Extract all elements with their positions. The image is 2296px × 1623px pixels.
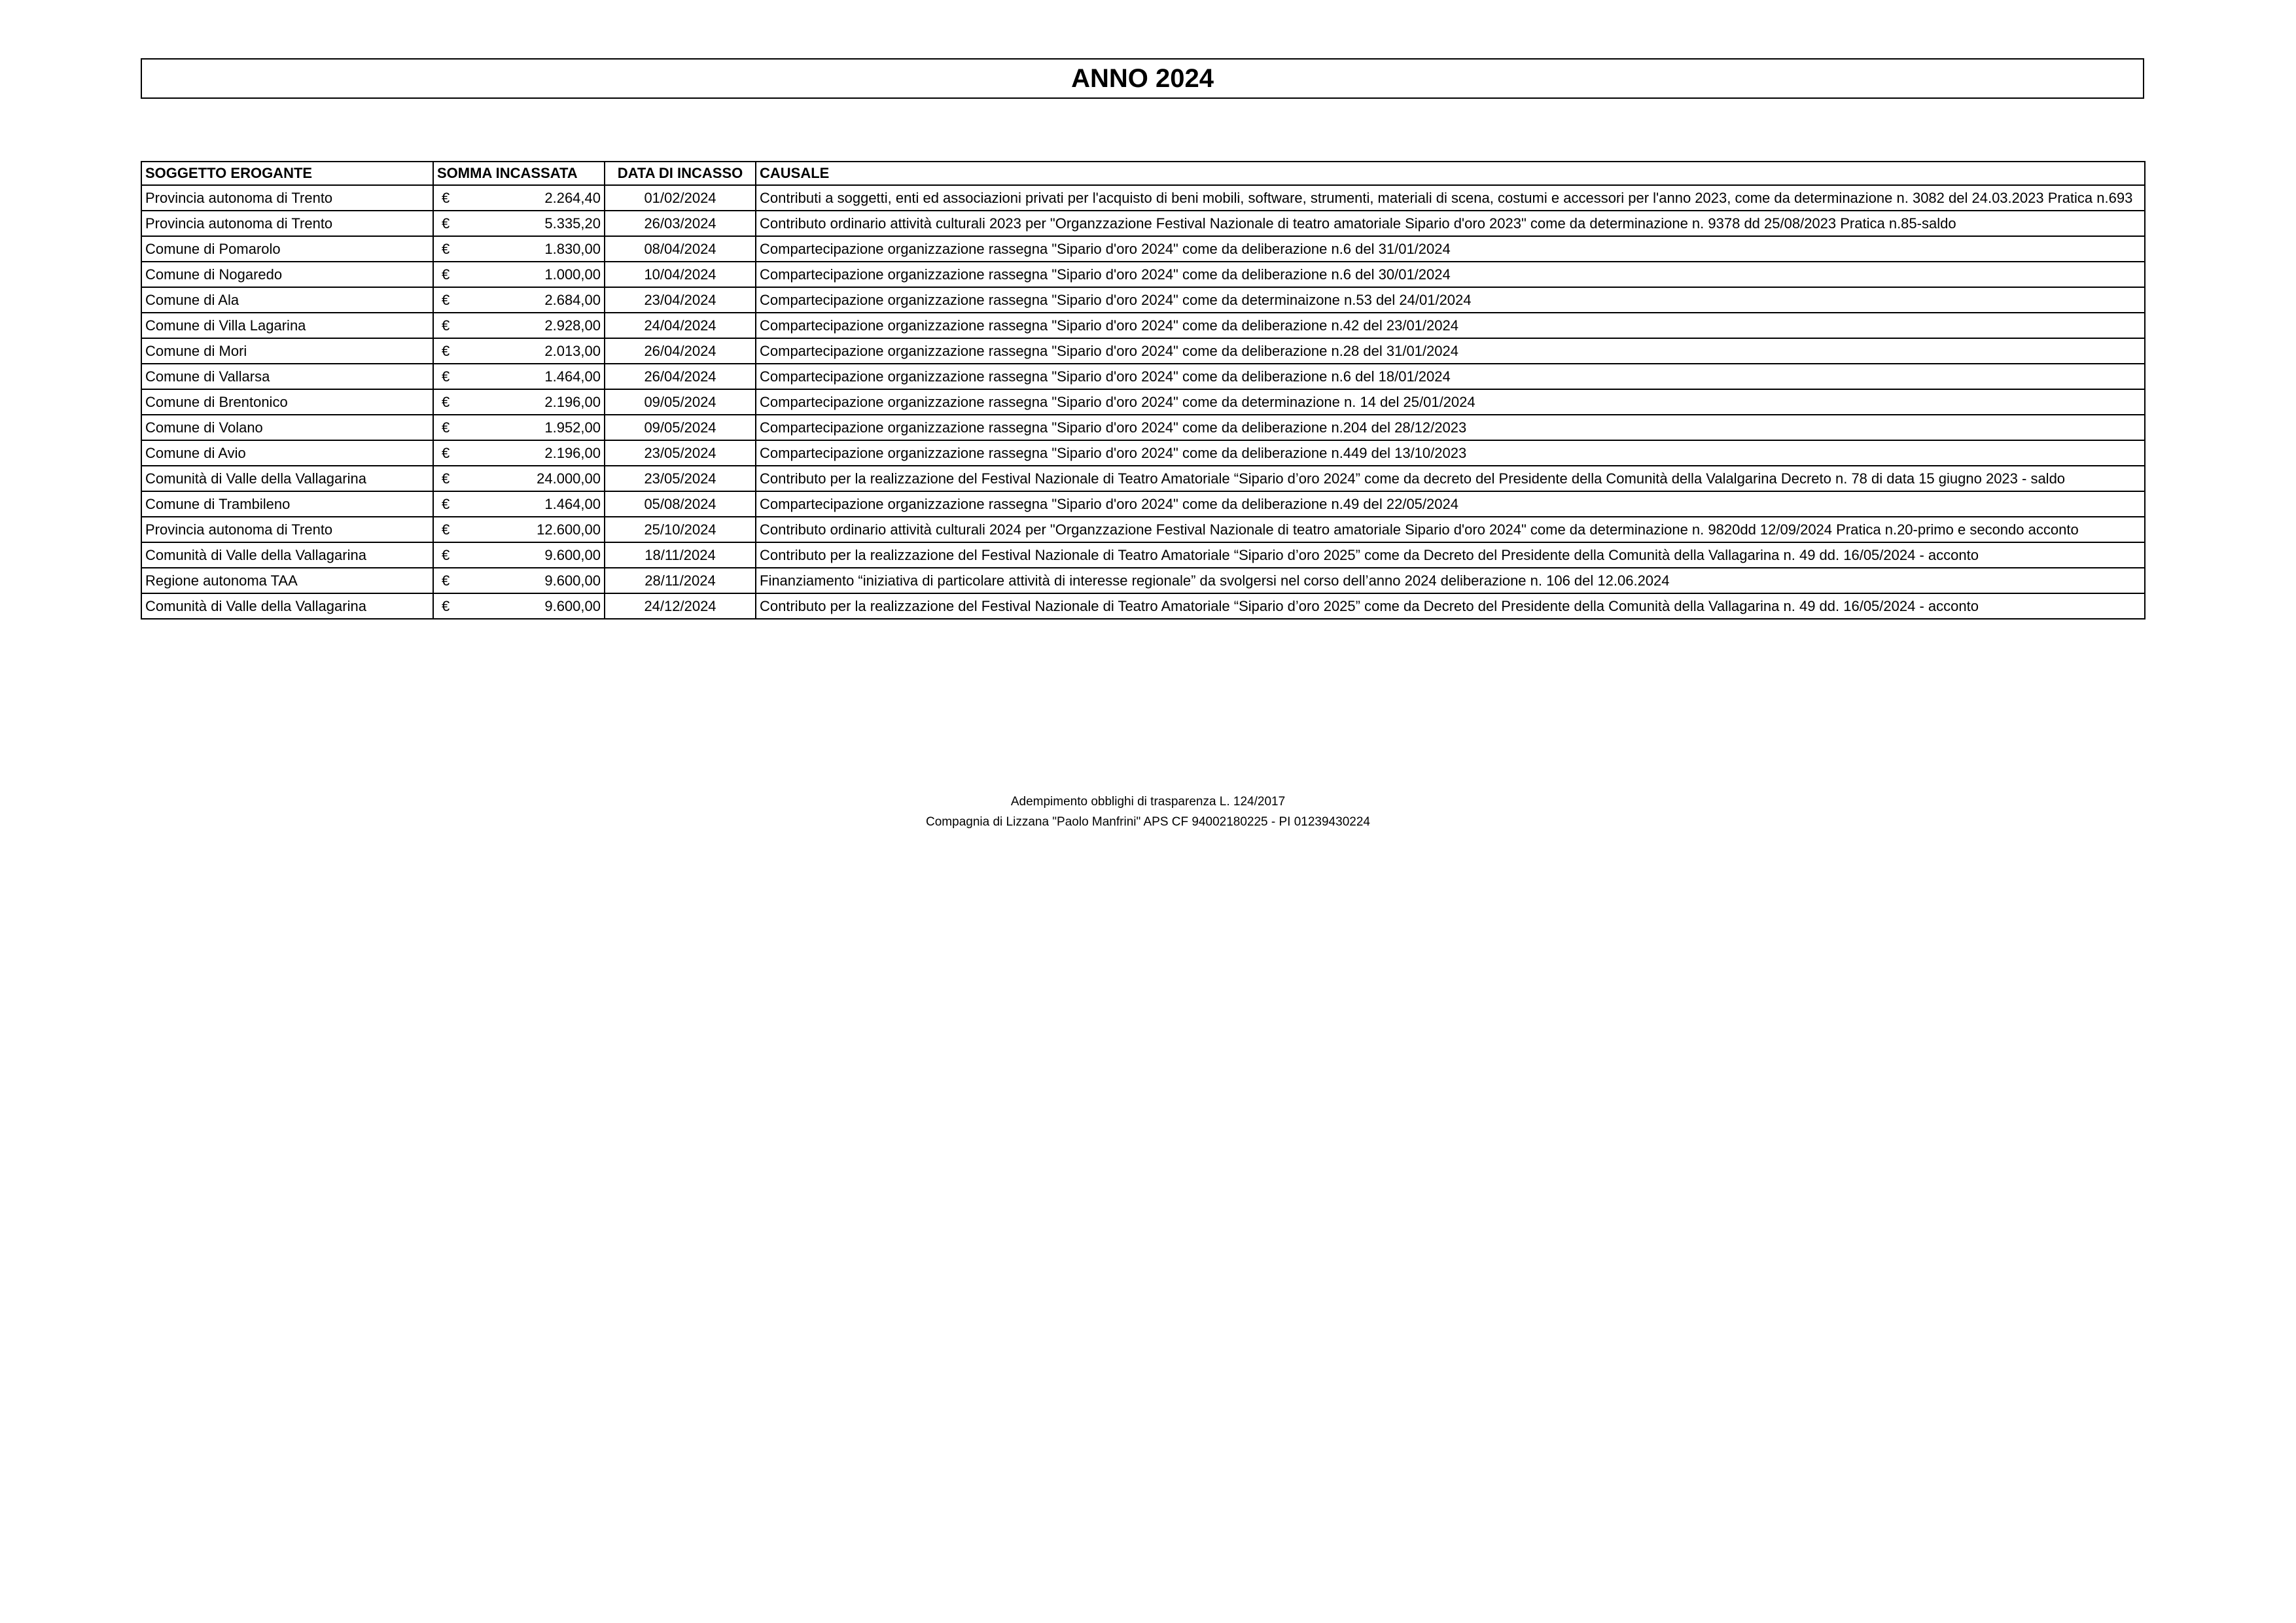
amount-value: 9.600,00 [544, 547, 601, 563]
table-row [141, 440, 2145, 466]
table-row [141, 211, 2145, 236]
cell-causale: Finanziamento “iniziativa di particolare attività di interesse regionale” da svolgersi nel corso dell’anno 2024 deliberazione n. 106 del 12.06.2024 [756, 568, 2145, 593]
cell-soggetto: Comune di Brentonico [141, 389, 433, 415]
currency-symbol: € [442, 266, 450, 283]
amount-value: 9.600,00 [544, 572, 601, 589]
cell-causale: Compartecipazione organizzazione rassegna "Sipario d'oro 2024" come da deliberazione n.42 del 23/01/2024 [756, 313, 2145, 338]
cell-causale: Contributi a soggetti, enti ed associazioni privati per l'acquisto di beni mobili, software, strumenti, materiali di scena, costumi e accessori per l'anno 2023, come da determinazione n. 3082 del 24.03.2023 Pratica n.693 [756, 185, 2145, 211]
amount-value: 2.264,40 [544, 190, 601, 206]
cell-data: 08/04/2024 [605, 236, 756, 262]
footer-company-info: Compagnia di Lizzana "Paolo Manfrini" APS CF 94002180225 - PI 01239430224 [926, 815, 1370, 829]
amount-value: 5.335,20 [544, 215, 601, 232]
amount-value: 2.928,00 [544, 317, 601, 334]
grants-table [141, 161, 2146, 620]
table-row [141, 236, 2145, 262]
cell-somma [433, 491, 605, 517]
cell-causale: Contributo ordinario attività culturali 2024 per "Organzzazione Festival Nazionale di teatro amatoriale Sipario d'oro 2024" come da determinazione n. 9820dd 12/09/2024 Pratica n.20-primo e secondo acconto [756, 517, 2145, 542]
currency-symbol: € [442, 241, 450, 257]
currency-symbol: € [442, 317, 450, 334]
currency-symbol: € [442, 521, 450, 538]
cell-data: 23/05/2024 [605, 440, 756, 466]
amount-value: 1.830,00 [544, 241, 601, 257]
cell-somma [433, 542, 605, 568]
cell-soggetto: Comune di Ala [141, 287, 433, 313]
header-causale: CAUSALE [756, 162, 2145, 185]
footer-transparency-note: Adempimento obblighi di trasparenza L. 124/2017 [1010, 795, 1286, 809]
cell-causale: Compartecipazione organizzazione rassegna "Sipario d'oro 2024" come da deliberazione n.204 del 28/12/2023 [756, 415, 2145, 440]
currency-symbol: € [442, 547, 450, 563]
table-row [141, 389, 2145, 415]
currency-symbol: € [442, 496, 450, 512]
cell-somma [433, 262, 605, 287]
cell-soggetto: Comunità di Valle della Vallagarina [141, 466, 433, 491]
cell-somma [433, 236, 605, 262]
table-row [141, 593, 2145, 619]
cell-somma [433, 517, 605, 542]
table-row [141, 568, 2145, 593]
cell-somma [433, 389, 605, 415]
cell-soggetto: Comune di Volano [141, 415, 433, 440]
header-data: DATA DI INCASSO [605, 162, 756, 185]
footer [0, 792, 2296, 832]
cell-somma [433, 593, 605, 619]
cell-somma [433, 364, 605, 389]
cell-somma [433, 440, 605, 466]
table-row [141, 313, 2145, 338]
cell-causale: Contributo per la realizzazione del Festival Nazionale di Teatro Amatoriale “Sipario d’oro 2024” come da decreto del Presidente della Comunità della Valalgarina Decreto n. 78 di data 15 giugno 2023 - saldo [756, 466, 2145, 491]
cell-data: 24/04/2024 [605, 313, 756, 338]
amount-value: 2.013,00 [544, 343, 601, 359]
amount-value: 1.464,00 [544, 496, 601, 512]
cell-causale: Compartecipazione organizzazione rassegna "Sipario d'oro 2024" come da deliberazione n.49 del 22/05/2024 [756, 491, 2145, 517]
cell-data: 26/03/2024 [605, 211, 756, 236]
cell-soggetto: Regione autonoma TAA [141, 568, 433, 593]
cell-causale: Contributo per la realizzazione del Festival Nazionale di Teatro Amatoriale “Sipario d’oro 2025” come da Decreto del Presidente della Comunità della Vallagarina n. 49 dd. 16/05/2024 - acconto [756, 542, 2145, 568]
table-row [141, 415, 2145, 440]
cell-data: 05/08/2024 [605, 491, 756, 517]
table-row [141, 287, 2145, 313]
cell-causale: Compartecipazione organizzazione rassegna "Sipario d'oro 2024" come da deliberazione n.449 del 13/10/2023 [756, 440, 2145, 466]
cell-causale: Contributo per la realizzazione del Festival Nazionale di Teatro Amatoriale “Sipario d’oro 2025” come da Decreto del Presidente della Comunità della Vallagarina n. 49 dd. 16/05/2024 - acconto [756, 593, 2145, 619]
cell-data: 26/04/2024 [605, 364, 756, 389]
cell-soggetto: Comune di Nogaredo [141, 262, 433, 287]
cell-soggetto: Comune di Villa Lagarina [141, 313, 433, 338]
header-somma: SOMMA INCASSATA [433, 162, 605, 185]
cell-data: 09/05/2024 [605, 415, 756, 440]
cell-data: 01/02/2024 [605, 185, 756, 211]
cell-data: 24/12/2024 [605, 593, 756, 619]
cell-somma [433, 185, 605, 211]
amount-value: 9.600,00 [544, 598, 601, 614]
cell-causale: Compartecipazione organizzazione rassegna "Sipario d'oro 2024" come da determinaizone n.53 del 24/01/2024 [756, 287, 2145, 313]
cell-soggetto: Comune di Mori [141, 338, 433, 364]
cell-soggetto: Comune di Pomarolo [141, 236, 433, 262]
table-row [141, 185, 2145, 211]
amount-value: 2.196,00 [544, 445, 601, 461]
cell-soggetto: Comunità di Valle della Vallagarina [141, 542, 433, 568]
currency-symbol: € [442, 445, 450, 461]
currency-symbol: € [442, 215, 450, 232]
cell-soggetto: Provincia autonoma di Trento [141, 517, 433, 542]
table-row [141, 517, 2145, 542]
amount-value: 2.684,00 [544, 292, 601, 308]
cell-causale: Compartecipazione organizzazione rassegna "Sipario d'oro 2024" come da deliberazione n.28 del 31/01/2024 [756, 338, 2145, 364]
amount-value: 1.000,00 [544, 266, 601, 283]
title-box [141, 58, 2144, 99]
cell-causale: Compartecipazione organizzazione rassegna "Sipario d'oro 2024" come da deliberazione n.6 del 31/01/2024 [756, 236, 2145, 262]
amount-value: 1.952,00 [544, 419, 601, 436]
cell-data: 10/04/2024 [605, 262, 756, 287]
cell-data: 09/05/2024 [605, 389, 756, 415]
cell-data: 18/11/2024 [605, 542, 756, 568]
amount-value: 2.196,00 [544, 394, 601, 410]
table-row [141, 542, 2145, 568]
table-row [141, 338, 2145, 364]
cell-soggetto: Comune di Trambileno [141, 491, 433, 517]
table-body [141, 185, 2145, 619]
page-title: ANNO 2024 [1071, 63, 1214, 93]
header-soggetto: SOGGETTO EROGANTE [141, 162, 433, 185]
currency-symbol: € [442, 419, 450, 436]
cell-data: 28/11/2024 [605, 568, 756, 593]
cell-somma [433, 211, 605, 236]
table-row [141, 262, 2145, 287]
cell-soggetto: Provincia autonoma di Trento [141, 185, 433, 211]
cell-data: 23/04/2024 [605, 287, 756, 313]
cell-causale: Compartecipazione organizzazione rassegna "Sipario d'oro 2024" come da determinazione n. 14 del 25/01/2024 [756, 389, 2145, 415]
currency-symbol: € [442, 368, 450, 385]
cell-causale: Contributo ordinario attività culturali 2023 per "Organzzazione Festival Nazionale di teatro amatoriale Sipario d'oro 2023" come da determinazione n. 9378 dd 25/08/2023 Pratica n.85-saldo [756, 211, 2145, 236]
cell-soggetto: Comunità di Valle della Vallagarina [141, 593, 433, 619]
table-row [141, 491, 2145, 517]
cell-somma [433, 415, 605, 440]
cell-causale: Compartecipazione organizzazione rassegna "Sipario d'oro 2024" come da deliberazione n.6 del 18/01/2024 [756, 364, 2145, 389]
cell-causale: Compartecipazione organizzazione rassegna "Sipario d'oro 2024" come da deliberazione n.6 del 30/01/2024 [756, 262, 2145, 287]
currency-symbol: € [442, 598, 450, 614]
amount-value: 24.000,00 [537, 470, 601, 487]
cell-soggetto: Provincia autonoma di Trento [141, 211, 433, 236]
cell-somma [433, 313, 605, 338]
table-row [141, 364, 2145, 389]
cell-somma [433, 466, 605, 491]
amount-value: 1.464,00 [544, 368, 601, 385]
currency-symbol: € [442, 190, 450, 206]
currency-symbol: € [442, 394, 450, 410]
currency-symbol: € [442, 572, 450, 589]
amount-value: 12.600,00 [537, 521, 601, 538]
cell-somma [433, 338, 605, 364]
cell-data: 26/04/2024 [605, 338, 756, 364]
cell-soggetto: Comune di Avio [141, 440, 433, 466]
cell-somma [433, 287, 605, 313]
cell-soggetto: Comune di Vallarsa [141, 364, 433, 389]
table-row [141, 466, 2145, 491]
cell-data: 25/10/2024 [605, 517, 756, 542]
table-header-row [141, 162, 2145, 185]
cell-somma [433, 568, 605, 593]
cell-data: 23/05/2024 [605, 466, 756, 491]
currency-symbol: € [442, 343, 450, 359]
currency-symbol: € [442, 292, 450, 308]
currency-symbol: € [442, 470, 450, 487]
